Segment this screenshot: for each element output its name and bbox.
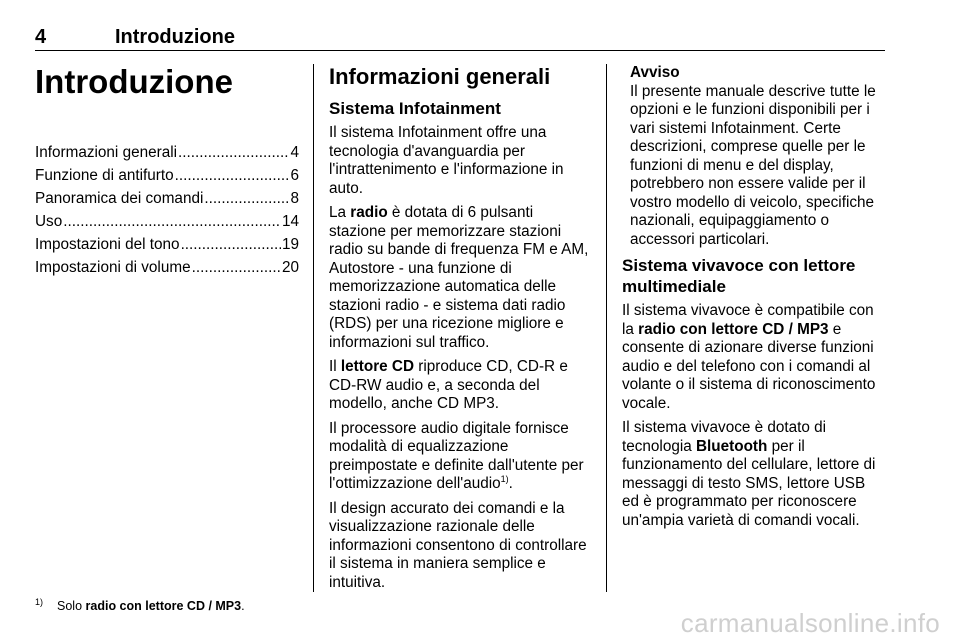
bold-term: radio con lettore CD / MP3 [638, 320, 829, 338]
toc-entry[interactable] [35, 259, 299, 279]
paragraph: Il design accurato dei comandi e la visualizzazione razionale delle informazioni consentono di controllare il sistema in maniera semplice e intuitiva. [329, 499, 587, 591]
text: Il processore audio digitale fornisce modalità di equalizzazione preimpostate e definite dall'utente per l'ottimizzazione dell'audio [329, 419, 584, 492]
header-rule [35, 50, 885, 51]
chapter-title: Introduzione [35, 63, 233, 100]
toc-entry-label: Funzione di antifurto [35, 167, 174, 184]
toc-entry-label: Impostazioni del tono [35, 236, 180, 253]
toc-entry-label: Impostazioni di volume [35, 259, 191, 276]
paragraph [622, 419, 886, 530]
text: riproduce CD, CD-R e CD-RW audio e, a seconda del modello, anche CD MP3. [329, 358, 568, 412]
text: Il sistema vivavoce è compatibile con la [622, 302, 874, 338]
text: . [241, 599, 245, 614]
toc-entry[interactable] [35, 144, 299, 164]
column-divider [313, 64, 314, 592]
toc-entry[interactable] [35, 236, 299, 256]
toc-leader [192, 259, 281, 278]
text: . [508, 475, 513, 492]
subsection-title: Sistema Infotainment [329, 99, 501, 118]
toc-entry-label: Uso [35, 213, 63, 230]
paragraph [329, 358, 592, 414]
toc-leader [178, 144, 289, 163]
toc-entry-page: 8 [290, 190, 299, 207]
paragraph: Il sistema Infotainment offre una tecnologia d'avanguardia per l'intrattenimento e l'informazione in auto. [329, 124, 564, 197]
toc-column [35, 62, 299, 282]
toc-entry[interactable] [35, 167, 299, 187]
main-column [329, 64, 592, 598]
section-title: Informazioni generali [329, 64, 551, 89]
paragraph [622, 302, 886, 413]
bold-term: radio [350, 204, 388, 221]
paragraph [329, 204, 592, 352]
toc-entry-label: Informazioni generali [35, 144, 177, 161]
bold-term: radio con lettore CD / MP3 [85, 599, 242, 614]
toc-entry-page: 20 [281, 259, 299, 276]
table-of-contents [35, 144, 299, 279]
toc-leader [175, 167, 290, 186]
bold-term: Bluetooth [696, 437, 768, 455]
notice-text: Il presente manuale descrive tutte le opzioni e le funzioni disponibili per i vari sistemi Infotainment. Certe descrizioni, comprese quelle per le funzioni di menu e del display, potrebbero non essere valide per il vostro modello di veicolo, specifiche nazionali, equipaggiamento o accessori particolari. [630, 82, 876, 248]
page-number: 4 [35, 26, 47, 48]
toc-entry-label: Panoramica dei comandi [35, 190, 204, 207]
footnote-mark: 1) [35, 597, 44, 607]
text: Il sistema vivavoce è dotato di tecnologia [622, 419, 827, 455]
text: Il [329, 358, 341, 375]
text: per il funzionamento del cellulare, lettore di messaggi di testo SMS, lettore USB ed è programmato per riconoscere un'ampia varietà di comandi vocali. [622, 437, 876, 529]
text: e consente di azionare diverse funzioni audio e del telefono con i comandi al volante o il sistema di riconoscimento vocale. [622, 320, 876, 412]
notice-box [622, 64, 886, 249]
toc-entry[interactable] [35, 190, 299, 210]
toc-entry[interactable] [35, 213, 299, 233]
header-title: Introduzione [115, 26, 235, 48]
notice-title: Avviso [630, 64, 680, 81]
text: è dotata di 6 pulsanti stazione per memorizzare stazioni radio su bande di frequenza FM e AM, Autostore - una funzione di memorizzazione automatica delle stazioni radio - e sistema dati radio (RDS) per una ricezione migliore e informazioni sul traffico. [329, 204, 589, 351]
text: Solo [57, 599, 86, 614]
toc-entry-page: 14 [281, 213, 299, 230]
right-column [622, 64, 886, 536]
bold-term: lettore CD [340, 358, 414, 375]
toc-entry-page: 6 [290, 167, 299, 184]
text: La [329, 204, 351, 221]
subsection-title: Sistema vivavoce con lettore multimediale [622, 256, 856, 296]
column-divider [606, 64, 607, 592]
toc-leader [204, 190, 289, 209]
page-header [35, 26, 885, 50]
watermark: carmanualsonline.info [680, 608, 940, 638]
toc-leader [63, 213, 281, 232]
footnote-reference[interactable]: 1) [500, 473, 509, 484]
footnote [35, 597, 245, 613]
paragraph [329, 420, 592, 494]
toc-leader [181, 236, 281, 255]
toc-entry-page: 4 [290, 144, 299, 161]
toc-entry-page: 19 [281, 236, 299, 253]
